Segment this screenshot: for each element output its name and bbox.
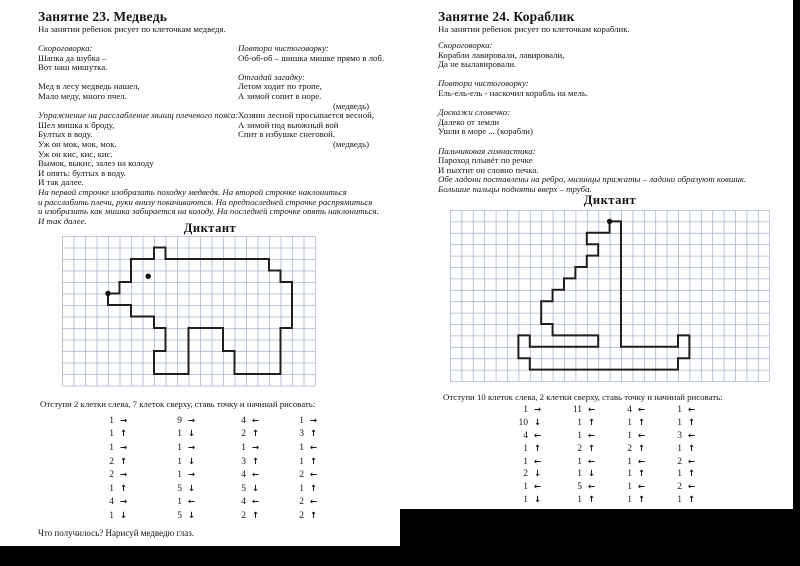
figure-outline [108,248,292,375]
step-count: 1 [241,442,246,453]
text-line: Хозяин лесной просыпается весной, [238,110,375,121]
step-arrow-icon: ↑ [638,443,646,454]
step-arrow-icon: ↑ [120,456,128,467]
step-arrow-icon: → [188,470,196,481]
text-line: Вымок, выкис, залез на колоду [38,158,154,169]
step-arrow-icon: ↑ [310,456,318,467]
step-count: 2 [241,510,246,521]
step-count: 4 [109,497,114,508]
text-line: Скороговорка: [38,43,93,53]
step-count: 3 [299,429,304,440]
dictation-instruction: Отступи 2 клетки слева, 7 клеток сверху, ставь точку и начинай рисовать: [40,399,316,409]
step-count: 1 [627,469,632,480]
text-column [438,41,788,195]
step-count: 1 [523,494,528,505]
step-count: 1 [299,483,304,494]
step-arrow-icon: ← [310,497,318,508]
step-arrow-icon: ← [310,470,318,481]
step-count: 1 [677,443,682,454]
step-arrow-icon: ↓ [252,483,260,494]
step-arrow-icon: ← [534,430,542,441]
text-line: Повтори чистоговорку: [438,78,529,89]
black-mask-bottom [0,546,800,566]
dictation-heading: Диктант [583,193,637,207]
step-arrow-icon: → [120,470,128,481]
text-line: Мед в лесу медведь нашел, [38,81,140,92]
step-count: 1 [627,418,632,429]
page-title: Занятие 24. Кораблик [438,9,575,24]
step-arrow-icon: ↓ [188,429,196,440]
text-line: Спит в избушке снеговой. [238,129,336,140]
step-count: 1 [299,442,304,453]
text-line: Пальчиковая гимнастика: [438,145,536,156]
text-line: Повтори чистоговорку: [238,43,329,53]
step-count: 1 [109,415,114,426]
step-count: 1 [677,405,682,416]
step-count: 9 [177,415,182,426]
step-arrow-icon: ← [252,497,260,508]
step-count: 1 [627,482,632,493]
step-count: 1 [523,443,528,454]
step-arrow-icon: ↑ [310,483,318,494]
step-count: 1 [577,456,582,467]
step-count: 5 [577,482,582,493]
text-column-left [38,43,239,188]
step-count: 2 [523,469,528,480]
step-count: 4 [523,430,528,441]
step-arrow-icon: ↑ [688,469,696,480]
step-arrow-icon: ↑ [588,443,596,454]
step-count: 5 [177,510,182,521]
text-line: И так далее. [38,177,84,188]
step-count: 3 [241,456,246,467]
text-line: Пароход плывёт по речке [438,155,533,166]
step-count: 1 [577,418,582,429]
step-arrow-icon: → [188,415,196,426]
step-count: 1 [177,456,182,467]
text-line: (медведь) [333,138,370,149]
step-count: 2 [577,443,582,454]
dictation-table-bear [98,414,340,523]
dictation-grid-boat [450,210,770,382]
step-arrow-icon: ↑ [120,483,128,494]
text-line: Доскажи словечко: [438,107,511,118]
step-arrow-icon: ↓ [534,418,542,429]
step-count: 1 [627,494,632,505]
step-arrow-icon: → [188,442,196,453]
step-count: 2 [109,456,114,467]
text-line: Упражнение на расслабление мышц плечевого пояса: [38,110,239,121]
step-count: 1 [299,415,304,426]
step-arrow-icon: ↑ [688,418,696,429]
step-count: 1 [627,456,632,467]
text-line: Большие пальцы подняты вверх – труба. [438,183,592,194]
step-arrow-icon: ← [638,456,646,467]
step-arrow-icon: ← [588,405,596,416]
step-count: 1 [523,405,528,416]
eye-dot [146,274,151,279]
step-arrow-icon: ← [588,430,596,441]
text-line: И опять: бултых в воду. [38,167,126,178]
text-line: Шел мишка к броду, [38,119,115,130]
step-count: 4 [241,470,246,481]
step-arrow-icon: ↓ [188,456,196,467]
step-count: 1 [109,510,114,521]
text-line: и расслабить плечи, руки внизу покачиваются. На предпоследней строчке распрямиться [38,196,373,207]
step-arrow-icon: ↑ [688,494,696,505]
text-line: (медведь) [333,100,370,111]
page-subtitle: На занятии ребенок рисует по клеточкам медведя. [38,24,226,34]
step-arrow-icon: ← [688,482,696,493]
text-line: А зимой сопит в норе. [238,90,322,101]
text-line: Ушли в море ... (корабли) [438,126,533,137]
step-count: 1 [677,469,682,480]
step-arrow-icon: ← [188,497,196,508]
text-line: Вот наш мишутка. [38,62,108,73]
step-count: 2 [109,470,114,481]
text-line: И пыхтит он словно печка. [438,164,539,175]
step-count: 2 [299,510,304,521]
text-line: А зимой под вьюжный вой [238,119,339,130]
step-count: 2 [299,497,304,508]
step-arrow-icon: ↓ [534,469,542,480]
step-arrow-icon: ↑ [588,418,596,429]
step-arrow-icon: ← [534,482,542,493]
text-line: Отгадай загадку: [238,71,305,82]
step-arrow-icon: ↑ [252,456,260,467]
step-arrow-icon: ↓ [588,469,596,480]
step-count: 1 [177,429,182,440]
step-arrow-icon: ↑ [638,494,646,505]
dictation-heading: Диктант [183,221,237,235]
step-count: 1 [177,442,182,453]
step-count: 1 [109,429,114,440]
step-arrow-icon: ← [588,456,596,467]
step-arrow-icon: ↑ [638,418,646,429]
step-count: 1 [177,497,182,508]
step-arrow-icon: → [310,415,318,426]
start-dot [105,291,110,296]
step-count: 4 [241,415,246,426]
step-count: 5 [241,483,246,494]
page-subtitle: На занятии ребенок рисует по клеточкам кораблик. [438,24,630,34]
step-count: 4 [241,497,246,508]
step-arrow-icon: ↑ [310,510,318,521]
step-arrow-icon: ← [688,405,696,416]
step-arrow-icon: ← [638,430,646,441]
text-line: и изобразить как мишка забирается на колоду. На последней строчке опять наклониться. [38,206,379,217]
step-arrow-icon: ↑ [534,443,542,454]
step-arrow-icon: → [120,415,128,426]
text-line: Шапка да шубка – [38,52,107,63]
page-footer-question: Что получилось? Нарисуй медведю глаз. [38,528,195,538]
step-count: 4 [627,405,632,416]
step-count: 1 [109,442,114,453]
step-count: 1 [177,470,182,481]
step-arrow-icon: ↑ [638,469,646,480]
step-arrow-icon: ← [638,482,646,493]
text-line: Уж он мок, мок, мок. [38,138,117,149]
step-arrow-icon: ← [688,456,696,467]
step-count: 10 [518,418,528,429]
step-count: 1 [109,483,114,494]
step-count: 2 [241,429,246,440]
step-count: 1 [577,494,582,505]
step-count: 2 [677,456,682,467]
text-line: Скороговорка: [438,40,493,50]
step-arrow-icon: → [252,442,260,453]
step-count: 3 [677,430,682,441]
step-arrow-icon: ↓ [188,510,196,521]
step-arrow-icon: → [120,497,128,508]
step-arrow-icon: ← [310,442,318,453]
page-title: Занятие 23. Медведь [38,9,168,24]
step-arrow-icon: → [534,405,542,416]
text-line: Об-об-об – шишка мишке прямо в лоб. [238,52,385,63]
step-arrow-icon: ↓ [534,494,542,505]
right-page [400,0,800,566]
step-arrow-icon: ← [688,430,696,441]
step-arrow-icon: ← [588,482,596,493]
text-line: Далеко от земли [438,116,500,127]
step-count: 1 [627,430,632,441]
step-count: 5 [177,483,182,494]
dictation-table-boat [512,404,714,506]
text-line: Бултых в воду. [38,129,93,140]
step-count: 1 [577,430,582,441]
step-count: 1 [523,482,528,493]
step-count: 1 [523,456,528,467]
text-line: Летом ходит по тропе, [238,81,322,92]
text-column-right [238,44,398,150]
step-arrow-icon: ↓ [188,483,196,494]
step-arrow-icon: → [120,442,128,453]
text-line: Да не вылавировали. [438,59,517,70]
step-count: 1 [577,469,582,480]
step-arrow-icon: ↑ [310,429,318,440]
dictation-grid-bear [62,236,316,387]
text-line: И так далее. [38,216,87,227]
step-arrow-icon: ← [252,470,260,481]
step-count: 2 [627,443,632,454]
step-arrow-icon: ← [534,456,542,467]
step-count: 2 [677,482,682,493]
text-line: На первой строчке изобразить походку медведя. На второй строчке наклониться [38,187,347,197]
text-line: Корабли лавировали, лавировали, [438,49,565,60]
step-arrow-icon: ↓ [120,510,128,521]
step-arrow-icon: ↑ [588,494,596,505]
dictation-instruction: Отступи 10 клеток слева, 2 клетки сверху, ставь точку и начинай рисовать: [443,392,723,402]
step-count: 2 [299,470,304,481]
text-line: Ель-ель-ель - наскочил корабль на мель. [438,87,589,98]
step-count: 1 [677,494,682,505]
step-arrow-icon: ← [252,415,260,426]
step-count: 1 [299,456,304,467]
step-arrow-icon: ↑ [120,429,128,440]
step-arrow-icon: ↑ [688,443,696,454]
step-count: 11 [572,405,582,416]
black-mask-right-edge [793,0,800,566]
step-arrow-icon: ← [638,405,646,416]
start-dot [607,219,612,224]
step-arrow-icon: ↑ [252,510,260,521]
step-arrow-icon: ↑ [252,429,260,440]
text-line: Обе ладони поставлены на ребро, мизинцы прижаты – ладони образуют ковшик. [438,174,747,185]
step-count: 1 [677,418,682,429]
text-line: Мало меду, много пчел. [38,90,127,101]
text-line: Уж он кис, кис, кис. [38,148,113,159]
